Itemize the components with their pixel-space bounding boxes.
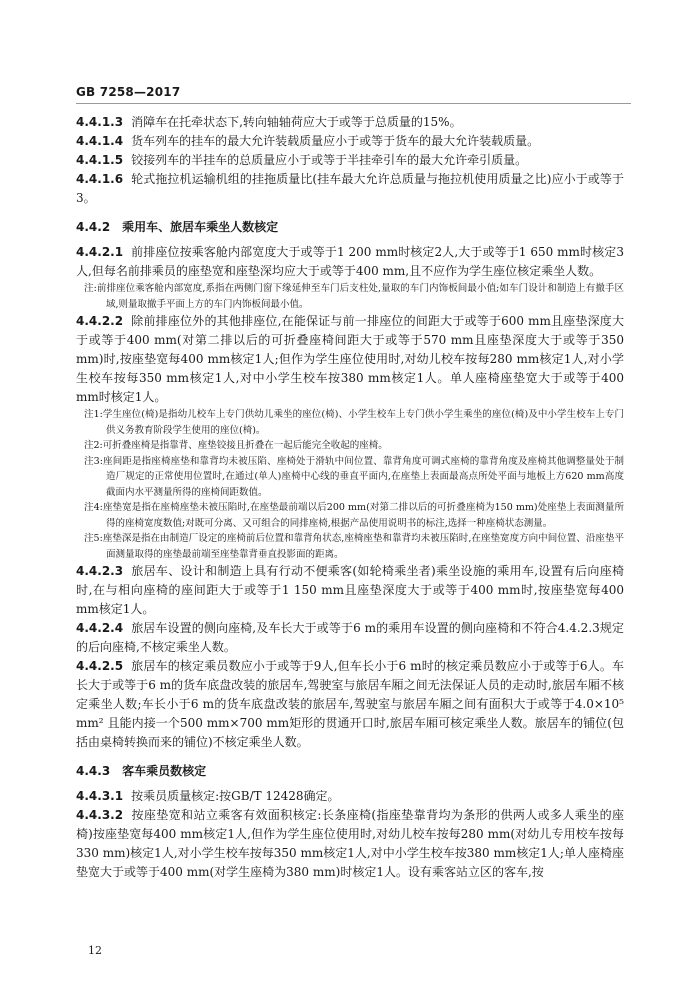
clause-paragraph	[76, 113, 624, 132]
clause-number: 4.4.3.1	[76, 789, 124, 803]
clause-text: 按座垫宽和站立乘客有效面积核定:长条座椅(指座垫靠背均为条形的供两人或多人乘坐的座椅)按座垫宽每400 mm核定1人,但作为学生座位使用时,对幼儿校车按每280 mm(对幼儿专用校车按每330 mm)核定1人,对小学生校车按每350 mm核定1人,对中小学生校车按380 mm核定1人;单人座椅座垫宽大于或等于400 mm(对学生座椅为380 mm)时核定1人。设有乘客站立区的客车,按	[76, 808, 624, 879]
note-paragraph: 注2:可折叠座椅是指靠背、座垫铰接且折叠在一起后能完全收起的座椅。	[84, 440, 388, 451]
clause-paragraph	[76, 243, 624, 281]
clause-number: 4.4.2.3	[76, 564, 124, 578]
page-number: 12	[88, 944, 102, 957]
note-paragraph: 注5:座垫深是指在由制造厂设定的座椅前后位置和靠背角状态,座椅座垫和靠背均未被压陷时,在座垫宽度方向中间位置、沿座垫平面测量取得的座垫最前端至座垫靠背垂直投影面的距离。	[84, 533, 624, 560]
note-paragraph: 注3:座间距是指座椅座垫和靠背均未被压陷、座椅处于滑轨中间位置、靠背角度可调式座椅的靠背角度及座椅其他调整量处于制造厂规定的正常使用位置时,在通过(单人)座椅中心线的垂直平面内,在座垫上表面最高点所处平面与地板上方620 mm高度截面内水平测量所得的座椅间距数值。	[84, 455, 624, 498]
clause-number: 4.4.1.6	[76, 172, 124, 186]
clause-text: 旅居车设置的侧向座椅,及车长大于或等于6 m的乘用车设置的侧向座椅和不符合4.4.2.3规定的后向座椅,不核定乘坐人数。	[76, 621, 624, 654]
section-number: 4.4.3	[76, 764, 111, 778]
clause-text: 除前排座位外的其他排座位,在能保证与前一排座位的间距大于或等于600 mm且座垫深度大于或等于400 mm(对第二排以后的可折叠座椅间距大于或等于570 mm且座垫深度大于或等于350 mm)时,按座垫宽每400 mm核定1人;但作为学生座位使用时,对幼儿校车按每280 mm核定1人,对小学生校车按每350 mm核定1人,对中小学生校车按380 mm核定1人。单人座椅座垫宽大于或等于400 mm时核定1人。	[76, 314, 624, 404]
page-body	[76, 113, 624, 882]
clause-paragraph	[76, 619, 624, 657]
clause-text: 前排座位按乘客舱内部宽度大于或等于1 200 mm时核定2人,大于或等于1 650 mm时核定3人,但每名前排乘员的座垫宽和座垫深均应大于或等于400 mm,且不应作为学生座位核定乘坐人数。	[76, 245, 624, 278]
note-paragraph: 注4:座垫宽是指在座椅座垫未被压陷时,在座垫最前端以后200 mm(对第二排以后的可折叠座椅为150 mm)处座垫上表面测量所得的座椅宽度数值;对既可分离、又可组合的同排座椅,根据产品使用说明书的标注,选择一种座椅状态测量。	[84, 502, 624, 529]
clause-text: 旅居车的核定乘员数应小于或等于9人,但车长小于6 m时的核定乘员数应小于或等于6人。车长大于或等于6 m的货车底盘改装的旅居车,驾驶室与旅居车厢之间无法保证人员的走动时,旅居车厢不核定乘坐人数;车长小于6 m的货车底盘改装的旅居车,驾驶室与旅居车厢之间有面积大于或等于4.0×10⁵ mm² 且能内接一个500 mm×700 mm矩形的贯通开口时,旅居车厢可核定乘坐人数。旅居车的铺位(包括由桌椅转换而来的铺位)不核定乘坐人数。	[76, 659, 624, 749]
clause-paragraph	[76, 132, 624, 151]
section-number: 4.4.2	[76, 220, 111, 234]
clause-number: 4.4.1.5	[76, 153, 124, 167]
clause-text: 货车列车的挂车的最大允许装载质量应小于或等于货车的最大允许装载质量。	[131, 134, 540, 148]
clause-number: 4.4.2.5	[76, 659, 124, 673]
clause-number: 4.4.2.2	[76, 314, 124, 328]
clause-text: 轮式拖拉机运输机组的挂拖质量比(挂车最大允许总质量与拖拉机使用质量之比)应小于或等于3。	[76, 172, 624, 205]
note-paragraph: 注1:学生座位(椅)是指幼儿校车上专门供幼儿乘坐的座位(椅)、小学生校车上专门供小学生乘坐的座位(椅)及中小学生校车上专门供义务教育阶段学生使用的座位(椅)。	[84, 409, 624, 436]
clause-number: 4.4.2.4	[76, 621, 124, 635]
clause-paragraph	[76, 562, 624, 619]
clause-text: 消障车在托牵状态下,转向轴轴荷应大于或等于总质量的15%。	[131, 115, 462, 129]
section-heading	[76, 218, 624, 237]
section-heading	[76, 762, 624, 781]
standard-id: GB 7258—2017	[76, 85, 181, 99]
clause-paragraph	[76, 151, 624, 170]
clause-paragraph	[76, 312, 624, 407]
clause-number: 4.4.1.4	[76, 134, 124, 148]
clause-text: 铰接列车的半挂车的总质量应小于或等于半挂牵引车的最大允许牵引质量。	[131, 153, 528, 167]
section-title: 客车乘员数核定	[122, 764, 207, 778]
clause-number: 4.4.3.2	[76, 808, 124, 822]
clause-paragraph	[76, 806, 624, 882]
section-title: 乘用车、旅居车乘坐人数核定	[122, 220, 279, 234]
clause-number: 4.4.1.3	[76, 115, 124, 129]
note-paragraph: 注:前排座位乘客舱内部宽度,系指在两侧门窗下缘延伸至车门后支柱处,量取的车门内饰板间最小值;如车门设计和制造上有撤手区域,则量取撤手平面上方的车门内饰板间最小值。	[84, 283, 624, 310]
clause-paragraph	[76, 170, 624, 208]
header-divider	[76, 103, 631, 104]
clause-number: 4.4.2.1	[76, 245, 124, 259]
clause-paragraph	[76, 657, 624, 752]
clause-text: 旅居车、设计和制造上具有行动不便乘客(如轮椅乘坐者)乘坐设施的乘用车,设置有后向座椅时,在与相向座椅的座间距大于或等于1 150 mm且座垫深度大于或等于400 mm时,按座垫宽每400 mm核定1人。	[76, 564, 624, 616]
clause-text: 按乘员质量核定:按GB/T 12428确定。	[131, 789, 340, 803]
clause-paragraph	[76, 787, 624, 806]
